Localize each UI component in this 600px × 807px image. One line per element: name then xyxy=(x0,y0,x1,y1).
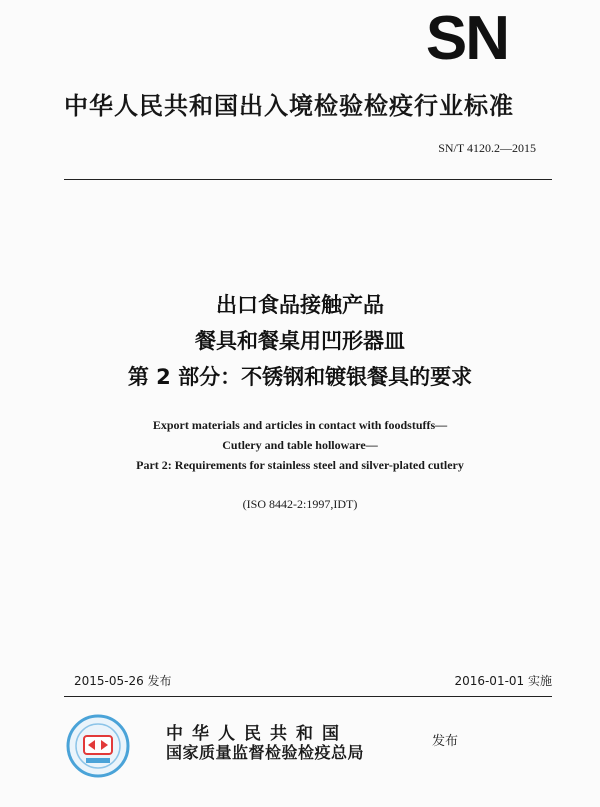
title-en-line-1: Export materials and articles in contact with foodstuffs— xyxy=(152,418,448,432)
title-en-line-3: Part 2: Requirements for stainless steel and silver-plated cutlery xyxy=(136,458,464,472)
publish-date: 2015-05-26 发布 xyxy=(74,674,172,688)
standard-code: SN/T 4120.2—2015 xyxy=(438,141,536,155)
issuer-agency: 国家质量监督检验检疫总局 xyxy=(166,743,365,762)
title-cn-line-3: 第 2 部分：不锈钢和镀银餐具的要求 xyxy=(127,365,473,389)
title-cn-line-1: 出口食品接触产品 xyxy=(216,293,384,317)
issuer-action: 发布 xyxy=(432,734,459,749)
sn-logo xyxy=(408,12,526,62)
implement-date: 2016-01-01 实施 xyxy=(454,674,552,688)
title-en-line-2: Cutlery and table holloware— xyxy=(222,438,378,452)
divider-top xyxy=(64,179,552,180)
title-cn-line-2: 餐具和餐桌用凹形器皿 xyxy=(195,329,405,353)
sn-logo-text: SN xyxy=(425,12,509,62)
seal-emblem-icon xyxy=(66,714,130,778)
divider-bottom xyxy=(64,696,552,697)
agency-title: 中华人民共和国出入境检验检疫行业标准 xyxy=(64,92,514,120)
iso-equivalence: (ISO 8442-2:1997,IDT) xyxy=(242,497,358,511)
issuer-country: 中华人民共和国 xyxy=(166,724,348,744)
